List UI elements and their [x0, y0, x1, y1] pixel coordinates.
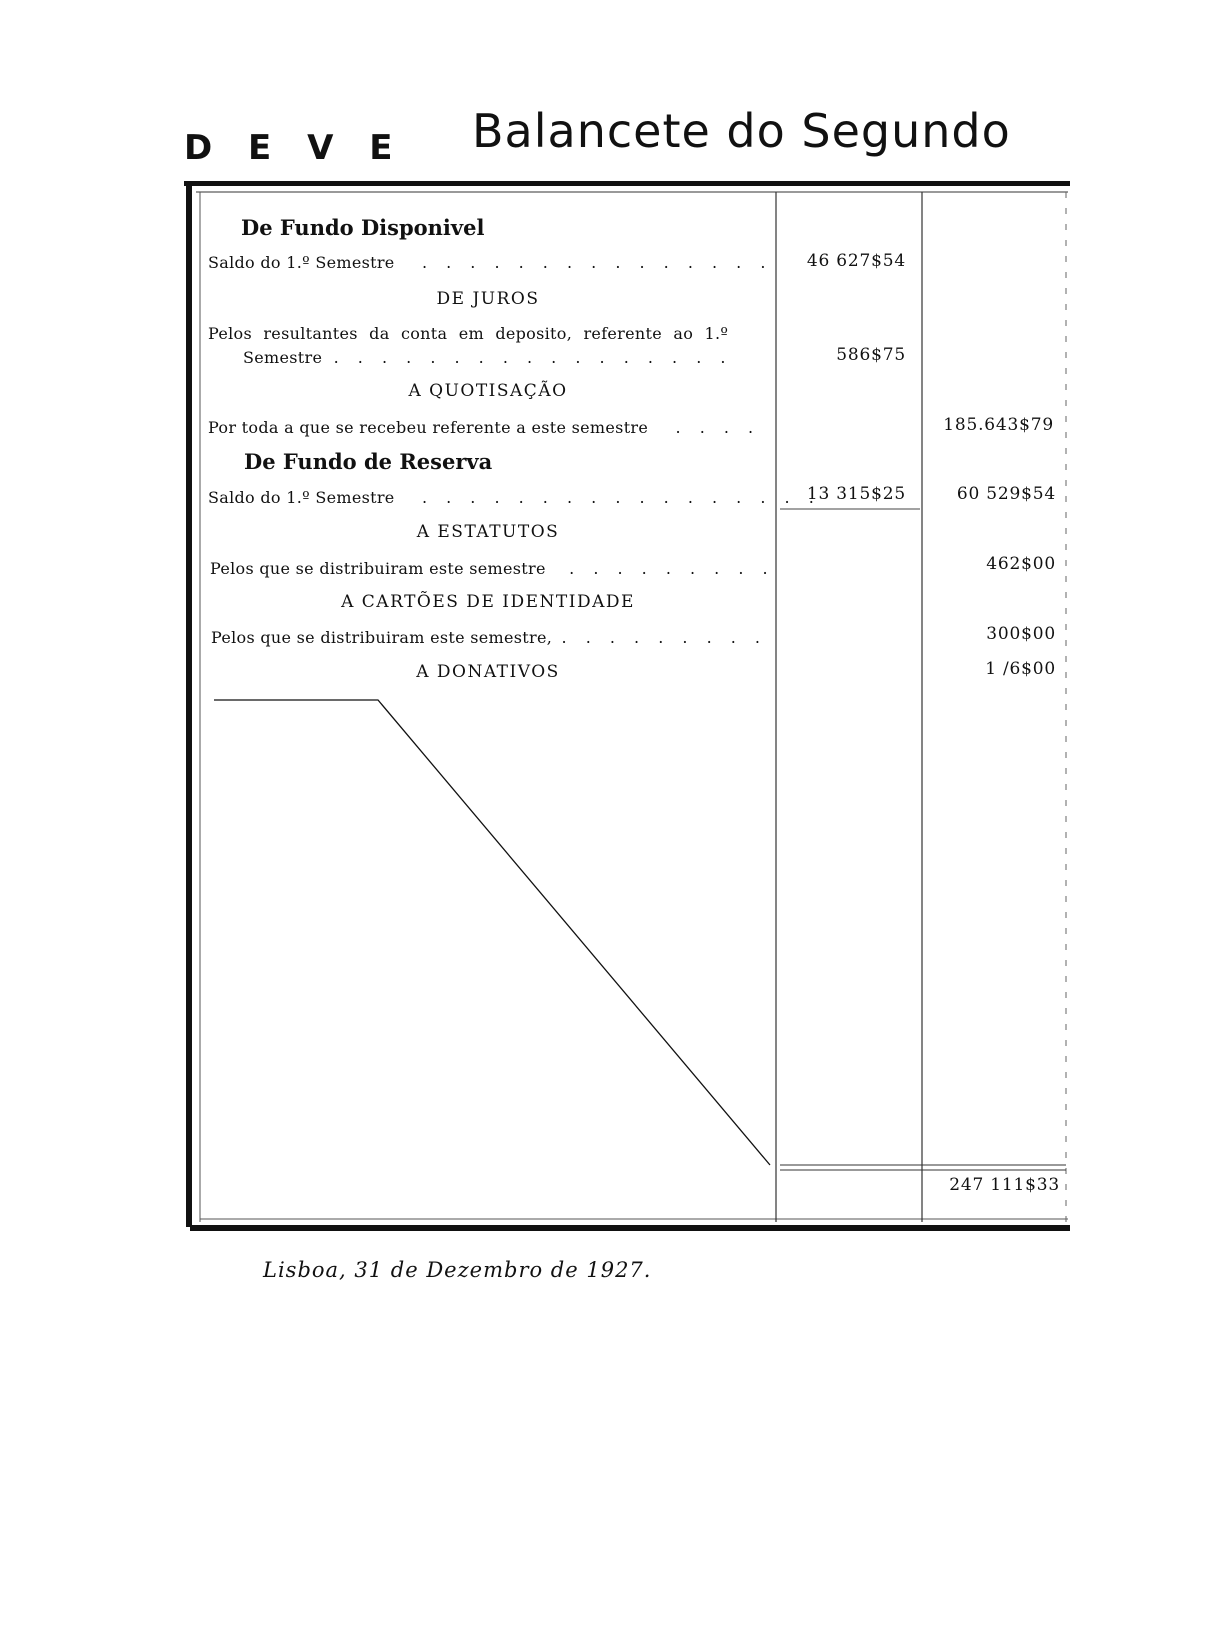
page-title: Balancete do Segundo: [472, 104, 1011, 158]
amount-saldo-disponivel: 46 627$54: [806, 251, 906, 271]
entry-juros-line2: [243, 348, 732, 367]
amount-donativos: 1 /6$00: [985, 659, 1056, 679]
section-heading-fundo-disponivel: De Fundo Disponivel: [241, 215, 485, 240]
amount-saldo-reserva: 13 315$25: [806, 484, 906, 504]
cancellation-line: [214, 700, 770, 1165]
leader-dots: . . . . . . . . . . . . . . .: [421, 253, 773, 272]
entry-saldo-reserva: [208, 488, 821, 507]
amount-cartoes: 300$00: [986, 624, 1056, 644]
leader-dots: . . . . . . . . . . . . . . . . .: [333, 348, 733, 367]
entry-saldo-disponivel: [208, 253, 772, 272]
amount-reserva-total: 60 529$54: [956, 484, 1056, 504]
left-bar: [186, 183, 192, 1227]
entry-label: Por toda a que se recebeu referente a este semestre: [208, 418, 649, 437]
entry-estatutos: [210, 559, 775, 578]
entry-label: Saldo do 1.º Semestre: [208, 488, 395, 507]
entry-label: Pelos que se distribuiram este semestre,: [211, 628, 553, 647]
section-heading-quotisacao: A QUOTISAÇÃO: [408, 381, 568, 401]
amount-quotisacao: 185.643$79: [943, 415, 1054, 435]
amount-grand-total: 247 111$33: [949, 1175, 1060, 1195]
section-heading-cartoes: A CARTÕES DE IDENTIDADE: [341, 592, 635, 612]
deve-heading: D E V E: [184, 128, 405, 168]
top-rule: [184, 181, 1070, 186]
section-heading-fundo-reserva: De Fundo de Reserva: [244, 449, 493, 474]
bottom-rule: [190, 1225, 1070, 1231]
section-heading-donativos: A DONATIVOS: [416, 662, 560, 682]
entry-label: Saldo do 1.º Semestre: [208, 253, 395, 272]
place-date: Lisboa, 31 de Dezembro de 1927.: [263, 1258, 652, 1282]
amount-estatutos: 462$00: [986, 554, 1056, 574]
amount-juros: 586$75: [836, 345, 906, 365]
entry-label: Pelos que se distribuiram este semestre: [210, 559, 546, 578]
leader-dots: . . . . . . . . .: [569, 559, 775, 578]
section-heading-estatutos: A ESTATUTOS: [416, 522, 560, 542]
entry-cartoes: [211, 628, 767, 647]
entry-label: Semestre: [243, 348, 323, 367]
section-heading-juros: DE JUROS: [436, 289, 540, 309]
leader-dots: . . . .: [675, 418, 761, 437]
entry-juros-line1: Pelos resultantes da conta em deposito, referente ao 1.º: [208, 324, 729, 343]
leader-dots: . . . . . . . . . . . . . . . . .: [421, 488, 821, 507]
entry-quotisacao: [208, 418, 760, 437]
leader-dots: . . . . . . . . .: [561, 628, 767, 647]
